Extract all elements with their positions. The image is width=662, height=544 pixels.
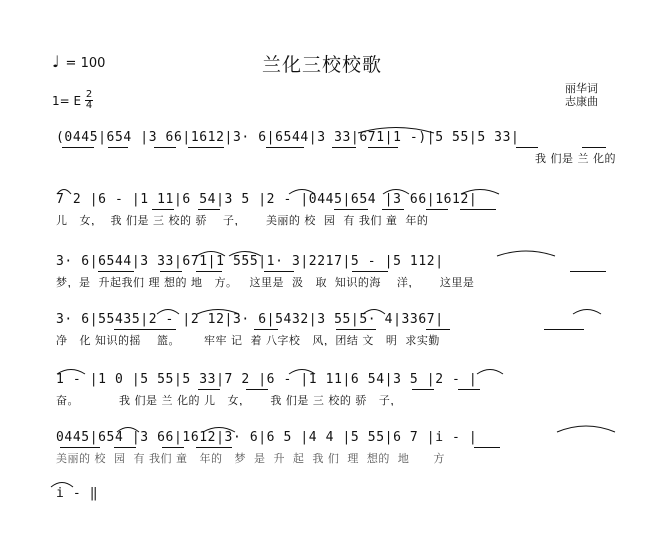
- beam: [570, 271, 606, 272]
- notation-line-7: i - ‖: [56, 486, 99, 501]
- beam: [160, 271, 182, 272]
- beam: [334, 209, 368, 210]
- tempo-marking: [52, 52, 105, 71]
- beam: [114, 329, 176, 330]
- beam: [412, 389, 434, 390]
- beam: [426, 329, 450, 330]
- slur: [56, 185, 72, 195]
- time-signature: [85, 90, 93, 111]
- beam: [474, 447, 500, 448]
- notation-line-2: 7 2 |6 - |1 11|6 54|3 5 |2 - |0445|654 |3 66|1612|: [56, 192, 478, 207]
- slur: [196, 305, 240, 315]
- beam: [458, 389, 480, 390]
- slur: [382, 185, 410, 195]
- slur: [288, 365, 316, 375]
- beam: [544, 329, 584, 330]
- slur: [228, 247, 262, 257]
- lyrics-line-4: 净 化 知识的摇 篮。 牢牢 记 着 八字校 风，团结 文 明 求实勤: [56, 334, 440, 346]
- notation-line-6: 0445|654 |3 66|1612|3· 6|6 5 |4 4 |5 55|6 7 |i - |: [56, 430, 478, 445]
- beam: [460, 209, 496, 210]
- beam: [246, 389, 268, 390]
- beam: [98, 271, 134, 272]
- time-signature-top: 2: [85, 89, 93, 100]
- beam: [264, 271, 294, 272]
- notation-line-5: 1 - |1 0 |5 55|5 33|7 2 |6 - |1 11|6 54|3 5 |2 - |: [56, 372, 478, 387]
- notation-line-3: 3· 6|6544|3 33|671|1 555|1· 3|2217|5 - |5 112|: [56, 254, 444, 269]
- slur: [50, 478, 74, 488]
- slur: [116, 423, 140, 433]
- slur: [362, 305, 386, 315]
- beam: [196, 271, 222, 272]
- slur: [476, 365, 504, 375]
- lyrics-line-3: 梦，是 升起我们 理 想的 地 方。 这里是 汲 取 知识的海 洋， 这里是: [56, 276, 475, 288]
- slur: [56, 365, 86, 375]
- lyricist-credit: 丽华词: [565, 82, 598, 95]
- slur: [460, 185, 500, 195]
- lyrics-line-7: [56, 506, 616, 520]
- beam: [382, 209, 404, 210]
- lyrics-line-6: 美丽的 校 园 有 我们 童 年的 梦 是 升 起 我 们 理 想的 地 方: [56, 452, 445, 464]
- beam: [368, 147, 398, 148]
- credits: [565, 82, 598, 108]
- key-label: 1= E: [52, 93, 82, 108]
- beam: [516, 147, 538, 148]
- beam: [154, 147, 176, 148]
- beam: [60, 447, 100, 448]
- beam: [352, 271, 388, 272]
- slur: [572, 305, 602, 315]
- beam: [266, 147, 304, 148]
- slur: [496, 247, 556, 257]
- beam: [108, 147, 128, 148]
- time-signature-bottom: 4: [85, 100, 93, 111]
- beam: [196, 447, 232, 448]
- beam: [336, 329, 376, 330]
- beam: [152, 209, 174, 210]
- tempo-value: = 100: [65, 56, 106, 71]
- lyrics-line-1: 我 们是 兰 化的: [535, 152, 616, 164]
- beam: [332, 147, 356, 148]
- slur: [356, 124, 436, 134]
- beam: [198, 209, 220, 210]
- beam: [162, 447, 184, 448]
- key-signature: [52, 90, 93, 111]
- slur: [202, 423, 236, 433]
- slur: [156, 305, 180, 315]
- quarter-note-icon: ♩: [52, 52, 60, 71]
- beam: [254, 329, 278, 330]
- lyrics-line-5: 奋。 我 们是 兰 化的 儿 女， 我 们是 三 校的 骄 子，: [56, 394, 402, 406]
- slur: [556, 421, 616, 433]
- beam: [582, 147, 606, 148]
- notation-line-1: (0445|654 |3 66|1612|3· 6|6544|3 33|671|1 -)|5 55|5 33|: [56, 130, 520, 145]
- slur: [288, 185, 316, 195]
- composer-credit: 志康曲: [565, 95, 598, 108]
- notation-line-4: 3· 6|55435|2 - |2 12|3· 6|5432|3 55|5· 4|3367|: [56, 312, 444, 327]
- beam: [114, 447, 136, 448]
- lyrics-line-2: 儿 女， 我 们是 三 校的 骄 子， 美丽的 校 园 有 我们 童 年的: [56, 214, 429, 226]
- slur: [196, 247, 226, 257]
- beam: [188, 147, 224, 148]
- song-title: 兰化三校校歌: [262, 54, 383, 76]
- beam: [426, 209, 448, 210]
- beam: [62, 147, 94, 148]
- beam: [198, 389, 220, 390]
